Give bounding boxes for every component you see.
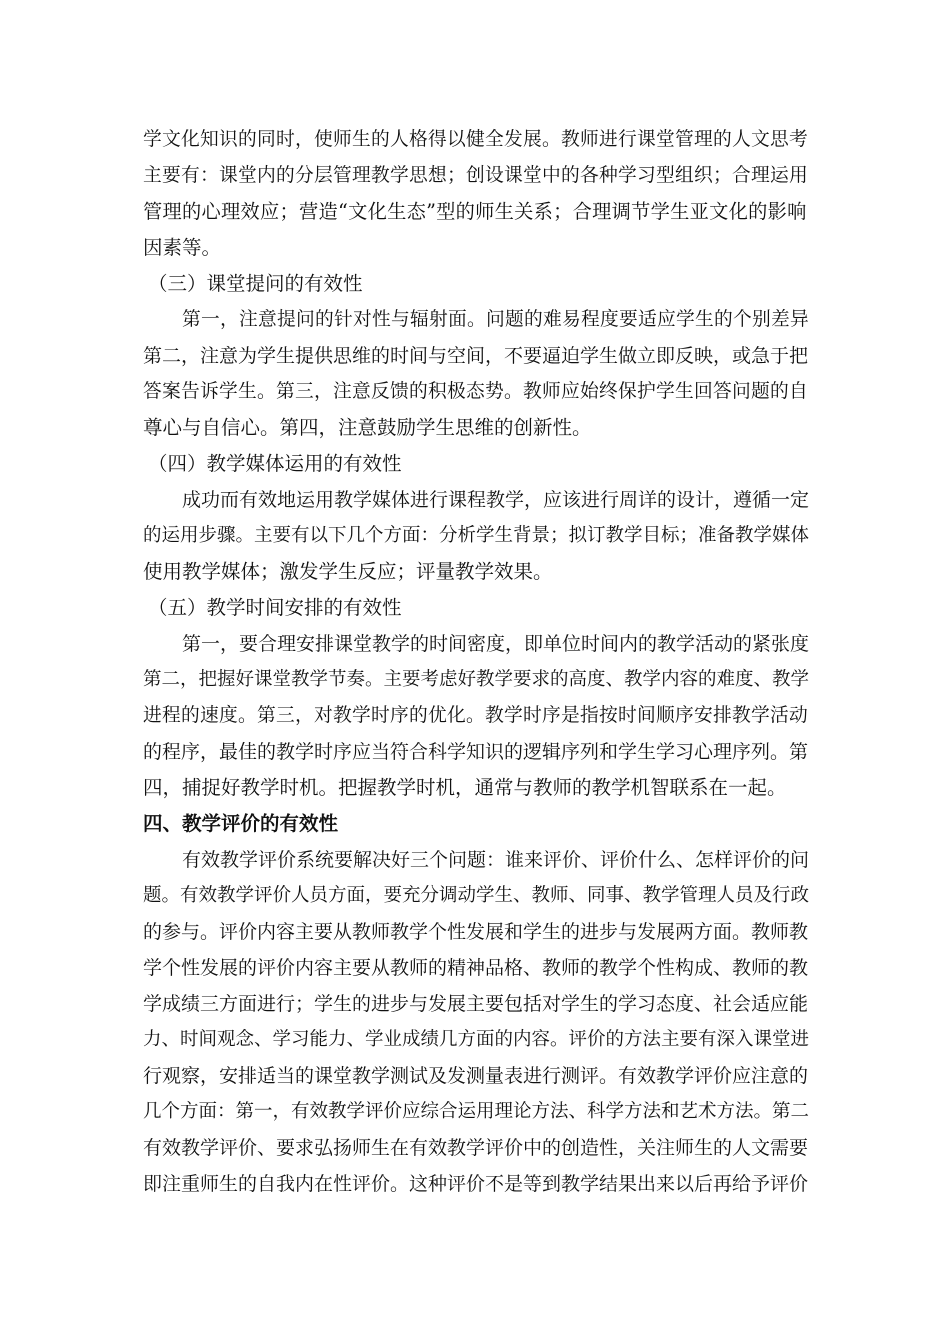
paragraph-line: 第一，要合理安排课堂教学的时间密度，即单位时间内的教学活动的紧张度 [182,633,810,655]
paragraph-line: 题。有效教学评价人员方面，要充分调动学生、教师、同事、教学管理人员及行政 [143,885,810,906]
paragraph-line: 成功而有效地运用教学媒体进行课程教学，应该进行周详的设计，遵循一定 [182,489,810,511]
paragraph-line: 管理的心理效应；营造“文化生态”型的师生关系；合理调节学生亚文化的影响 [143,200,807,223]
section-heading: （五）教学时间安排的有效性 [148,596,402,619]
paragraph-line: 答案告诉学生。第三，注意反馈的积极态势。教师应始终保护学生回答问题的自 [143,381,808,402]
paragraph-line: 学文化知识的同时，使师生的人格得以健全发展。教师进行课堂管理的人文思考 [143,129,808,150]
paragraph-line: 的程序，最佳的教学时序应当符合科学知识的逻辑序列和学生学习心理序列。第 [143,741,809,763]
paragraph-line: 学个性发展的评价内容主要从教师的精神品格、教师的教学个性构成、教师的教 [143,957,809,979]
paragraph-line: 的参与。评价内容主要从教师教学个性发展和学生的进步与发展两方面。教师教 [143,921,809,943]
paragraph-line: 学成绩三方面进行；学生的进步与发展主要包括对学生的学习态度、社会适应能 [143,993,809,1015]
paragraph-line: 行观察，安排适当的课堂教学测试及发测量表进行测评。有效教学评价应注意的 [143,1065,809,1087]
paragraph-line: 的运用步骤。主要有以下几个方面：分析学生背景；拟订教学目标；准备教学媒体 [143,525,810,546]
paragraph-line: 四，捕捉好教学时机。把握教学时机，通常与教师的教学机智联系在一起。 [143,776,787,799]
paragraph-line: 使用教学媒体；激发学生反应；评量教学效果。 [143,560,553,583]
paragraph-line: 力、时间观念、学习能力、学业成绩几方面的内容。评价的方法主要有深入课堂进 [143,1029,810,1050]
paragraph-line: 进程的速度。第三，对教学时序的优化。教学时序是指按时间顺序安排教学活动 [143,705,808,726]
paragraph-line: 第二，把握好课堂教学节奏。主要考虑好教学要求的高度、教学内容的难度、教学 [143,669,810,690]
chapter-heading: 四、教学评价的有效性 [143,812,339,835]
paragraph-line: 有效教学评价系统要解决好三个问题：谁来评价、评价什么、怎样评价的问 [182,849,810,871]
paragraph-line: 第一，注意提问的针对性与辐射面。问题的难易程度要适应学生的个别差异 [182,309,809,330]
section-heading: （四）教学媒体运用的有效性 [148,452,402,475]
paragraph-line: 主要有：课堂内的分层管理教学思想；创设课堂中的各种学习型组织；合理运用 [143,165,808,186]
paragraph-line: 第二，注意为学生提供思维的时间与空间，不要逼迫学生做立即反映，或急于把 [143,345,809,367]
paragraph-line: 有效教学评价、要求弘扬师生在有效教学评价中的创造性，关注师生的人文需要 [143,1137,809,1159]
paragraph-line: 尊心与自信心。第四，注意鼓励学生思维的创新性。 [143,416,592,439]
paragraph-line: 几个方面：第一，有效教学评价应综合运用理论方法、科学方法和艺术方法。第二 [143,1101,810,1122]
section-heading: （三）课堂提问的有效性 [148,272,363,295]
paragraph-line: 因素等。 [143,236,222,259]
paragraph-line: 即注重师生的自我内在性评价。这种评价不是等到教学结果出来以后再给予评价 [143,1173,809,1195]
